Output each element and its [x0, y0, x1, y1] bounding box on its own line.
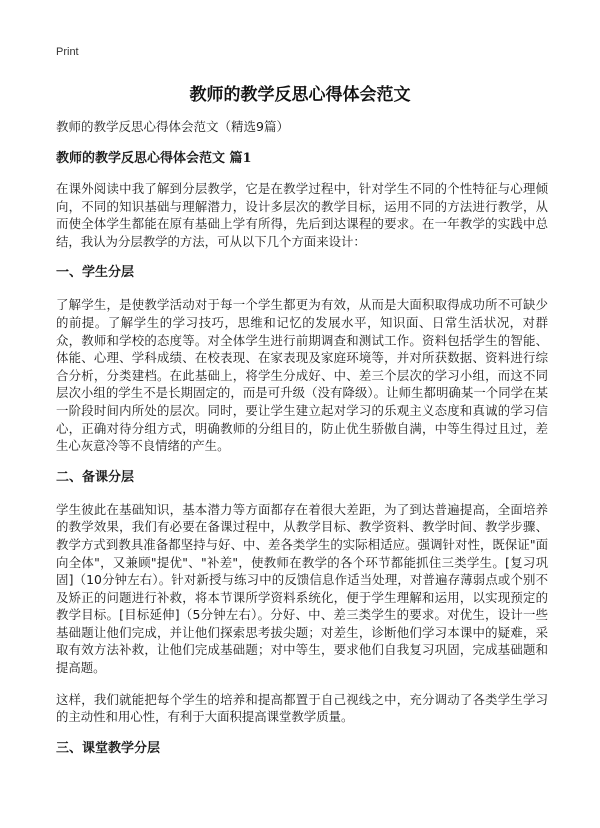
print-link[interactable]: Print: [56, 46, 79, 58]
page-title: 教师的教学反思心得体会范文: [189, 85, 411, 105]
document-subtitle: 教师的教学反思心得体会范文（精选9篇）: [56, 119, 289, 134]
heading-student-layering: 一、学生分层: [56, 265, 135, 281]
heading-lesson-prep-layering: 二、备课分层: [56, 469, 135, 485]
lesson-prep-paragraph: 学生彼此在基础知识，基本潜力等方面都存在着很大差距，为了到达普遍提高，全面培养的教学效果，我们有必要在备课过程中，从教学目标、教学资料、教学时间、教学步骤、教学方式到教具准备都坚持与好、中、差各类学生的实际相适应。强调针对性，既保证"面向全体"，又兼顾"提优"、"补差"，使教师在教学的各个环节都能抓住三类学生。[复习巩固]（10分钟左右）。针对新授与练习中的反馈信息作适当处理，对普遍存薄弱点或个别不及矫正的问题进行补救，将本节课所学资料系统化，便于学生理解和运用，以实现预定的教学目标。[目标延伸]（5分钟左右）。分好、中、差三类学生的要求。对优生，设计一些基础题让他们完成，并让他们探索思考拔尖题；对差生，诊断他们学习本课中的疑难，采取有效方法补救，让他们完成基础题；对中等生，要求他们自我复习巩固，完成基础题和提高题。: [56, 501, 548, 676]
student-layering-paragraph: 了解学生，是使教学活动对于每一个学生都更为有效，从而是大面积取得成功所不可缺少的前提。了解学生的学习技巧，思维和记忆的发展水平，知识面、日常生活状况，对群众，教师和学校的态度等。对全体学生进行前期调查和测试工作。资料包括学生的智能、体能、心理、学科成绩、在校表现、在家表现及家庭环境等，并对所获数据、资料进行综合分析，分类建档。在此基础上，将学生分成好、中、差三个层次的学习小组，而这不同层次小组的学生不是长期固定的，而是可升级（没有降级）。让师生都明确某一个同学在某一阶段时间内所处的层次。同时，要让学生建立起对学习的乐观主义态度和真诚的学习信心，正确对待分组方式，明确教师的分组目的，防止优生骄傲自满，中等生得过且过，差生心灰意冷等不良情绪的产生。: [56, 297, 548, 454]
summary-paragraph: 这样，我们就能把每个学生的培养和提高都置于自己视线之中，充分调动了各类学生学习的主动性和用心性，有利于大面积提高课堂教学质量。: [56, 691, 548, 725]
section-heading: 教师的教学反思心得体会范文 篇1: [56, 151, 252, 166]
intro-paragraph: 在课外阅读中我了解到分层教学，它是在教学过程中，针对学生不同的个性特征与心理倾向，不同的知识基础与理解潜力，设计多层次的教学目标，运用不同的方法进行教学，从而使全体学生都能在原有基础上学有所得，先后到达课程的要求。在一年教学的实践中总结，我认为分层教学的方法，可从以下几个方面来设计：: [56, 181, 548, 249]
heading-classroom-layering: 三、课堂教学分层: [56, 740, 161, 756]
document-body: [56, 118, 548, 772]
